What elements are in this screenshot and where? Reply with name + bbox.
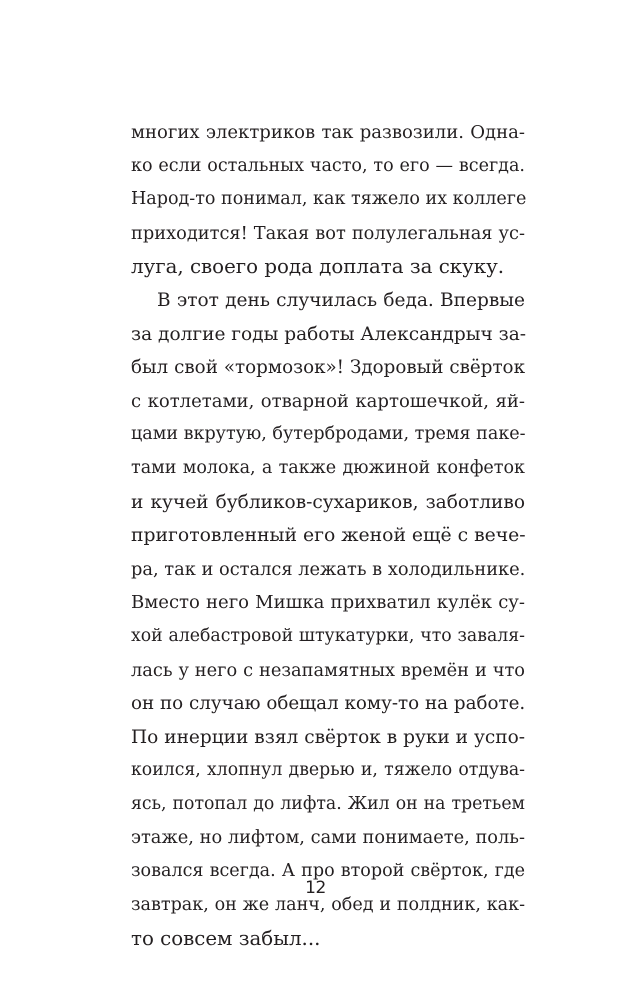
text-line: с котлетами, отварной картошечкой, яй-: [131, 390, 525, 412]
paragraph-2: [131, 284, 525, 956]
text-line: коился, хлопнул дверью и, тяжело отдува-: [131, 760, 525, 781]
text-line: тами молока, а также дюжиной конфеток: [131, 457, 525, 478]
body-text: [131, 116, 525, 956]
text-line: он по случаю обещал кому-то на работе.: [131, 693, 526, 715]
text-line: хой алебастровой штукатурки, что заваля-: [131, 625, 525, 646]
text-line: зовался всегда. А про второй свёрток, где: [131, 861, 525, 882]
text-line: В этот день случилась беда. Впервые: [157, 289, 525, 311]
paragraph-1: [131, 116, 525, 284]
text-line: По инерции взял свёрток в руки и успо-: [131, 726, 525, 748]
text-line: то совсем забыл...: [131, 927, 321, 951]
text-line: цами вкрутую, бутербродами, тремя паке-: [131, 424, 526, 445]
text-line: завтрак, он же ланч, обед и полдник, как-: [131, 894, 525, 915]
page-number: 12: [305, 878, 326, 898]
text-line: луга, своего рода доплата за скуку.: [131, 255, 505, 279]
text-line: был свой «тормозок»! Здоровый свёрток: [131, 357, 525, 379]
text-line: ко если остальных часто, то его — всегда.: [131, 155, 525, 176]
text-line: ра, так и остался лежать в холодильнике.: [131, 558, 526, 580]
text-line: приходится! Такая вот полулегальная ус-: [131, 222, 525, 244]
text-line: ясь, потопал до лифта. Жил он на третьем: [131, 793, 525, 814]
text-line: лась у него с незапамятных времён и что: [131, 659, 525, 681]
text-line: и кучей бубликов-сухариков, заботливо: [131, 491, 525, 513]
text-line: приготовленный его женой ещё с вече-: [131, 525, 526, 547]
text-line: многих электриков так развозили. Одна-: [131, 122, 525, 143]
text-line: за долгие годы работы Александрыч за-: [131, 323, 527, 345]
text-line: Народ-то понимал, как тяжело их коллеге: [131, 189, 527, 210]
text-line: этаже, но лифтом, сами понимаете, поль-: [131, 827, 525, 849]
text-line: Вместо него Мишка прихватил кулёк су-: [131, 592, 525, 614]
